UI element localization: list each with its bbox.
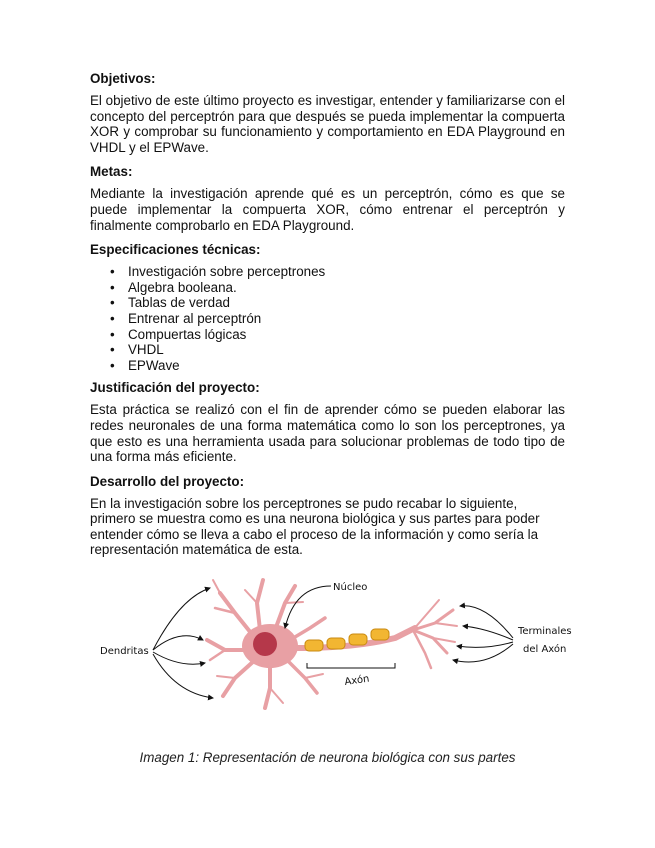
neuron-figure: [95, 568, 585, 718]
nucleus-shape: [253, 632, 277, 656]
heading-desarrollo: Desarrollo del proyecto:: [90, 473, 245, 489]
list-item: [110, 264, 565, 280]
list-item-label: EPWave: [128, 357, 180, 373]
paragraph-objetivos: El objetivo de este último proyecto es investigar, entender y familiarizarse con el concepto del perceptrón para que después se pueda implementar la compuerta XOR y comprobar su funcionamiento y comportamiento en EDA Playground en VHDL y el EPWave.: [90, 93, 565, 155]
dendritas-arrows: [153, 588, 213, 698]
neuron-diagram: [95, 568, 585, 718]
bullet: •: [110, 279, 115, 295]
list-item-label: Entrenar al perceptrón: [128, 310, 262, 326]
paragraph-desarrollo: En la investigación sobre los perceptrones se pudo recabar lo siguiente, primero se muestra como es una neurona biológica y sus partes para poder entender cómo se lleva a cabo el proceso de la información y como sería la representación matemática de esta.: [90, 495, 540, 558]
bullet: •: [110, 342, 115, 358]
list-item: [110, 311, 565, 327]
list-item: [110, 358, 565, 374]
list-item-label: Tablas de verdad: [128, 295, 230, 311]
bullet: •: [110, 326, 115, 342]
heading-objetivos: Objetivos:: [90, 71, 156, 86]
bullet: •: [110, 264, 115, 280]
heading-especificaciones: Especificaciones técnicas:: [90, 242, 261, 258]
list-item-label: VHDL: [128, 342, 164, 358]
document-body: [90, 70, 565, 566]
label-axon: Axón: [343, 673, 371, 688]
heading-metas: Metas:: [90, 164, 133, 180]
figure-caption: Imagen 1: Representación de neurona biológica con sus partes: [139, 750, 516, 765]
label-terminales-2: del Axón: [523, 644, 567, 655]
axon-bracket: [307, 663, 395, 668]
heading-justificacion: Justificación del proyecto:: [90, 380, 260, 396]
list-item-label: Algebra booleana.: [128, 279, 237, 295]
list-item-label: Investigación sobre perceptrones: [128, 264, 326, 280]
paragraph-metas: Mediante la investigación aprende qué es un perceptrón, cómo es que se puede implementar la compuerta XOR, cómo entrenar el perceptrón y finalmente comprobarlo en EDA Playground.: [90, 186, 565, 233]
label-terminales-1: Terminales: [518, 626, 572, 637]
label-dendritas: Dendritas: [100, 646, 149, 657]
bullet: •: [110, 357, 115, 373]
bullet: •: [110, 310, 115, 326]
bullet: •: [110, 295, 115, 311]
list-item: [110, 342, 565, 358]
list-item: [110, 280, 565, 296]
list-item: [110, 295, 565, 311]
list-item-label: Compuertas lógicas: [128, 326, 247, 342]
axon-terminals-shape: [413, 600, 457, 668]
label-nucleo: Núcleo: [333, 582, 368, 593]
list-item: [110, 327, 565, 343]
specs-list: [90, 264, 565, 373]
terminales-arrows: [453, 606, 513, 662]
paragraph-justificacion: Esta práctica se realizó con el fin de aprender cómo se pueden elaborar las redes neuronales de una forma matemática como lo son los perceptrones, ya que esto es una herramienta usada para solucionar problemas de todo tipo de una forma más eficiente.: [90, 402, 565, 465]
